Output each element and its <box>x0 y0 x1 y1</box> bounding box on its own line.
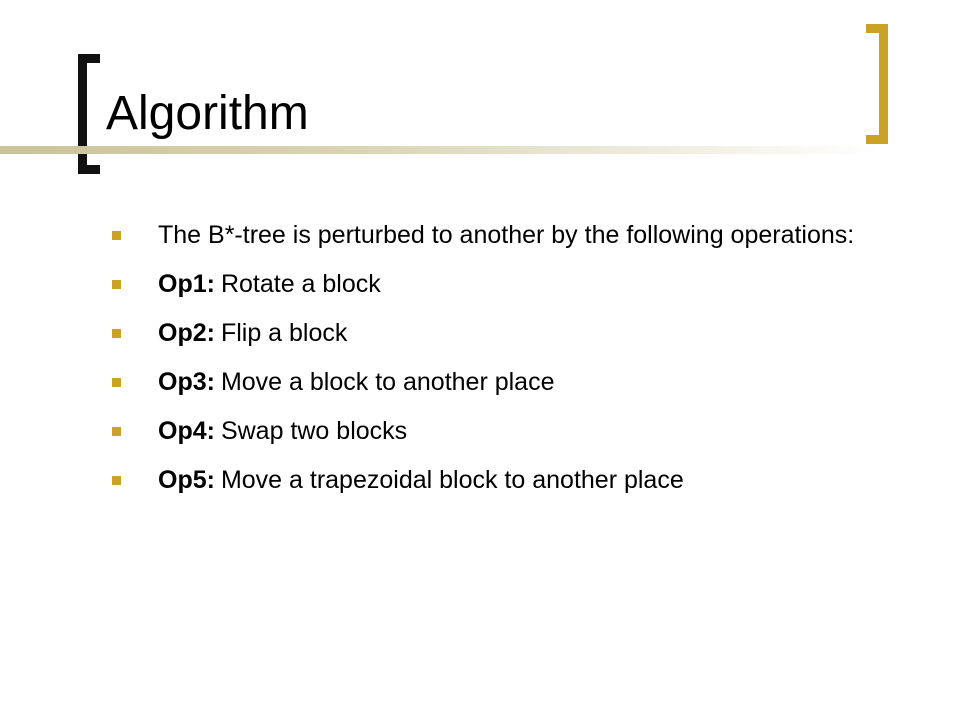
bullet-text: Move a block to another place <box>220 368 555 396</box>
bullet-text: Move a trapezoidal block to another place <box>220 466 684 494</box>
square-bullet-icon <box>112 476 121 485</box>
left-bracket-decoration <box>78 54 100 174</box>
square-bullet-icon <box>112 280 121 289</box>
bullet-item-op5 <box>112 463 872 498</box>
bullet-text: Swap two blocks <box>220 417 408 445</box>
operation-label: Op4: <box>158 417 215 445</box>
bullet-list <box>112 218 872 512</box>
square-bullet-icon <box>112 378 121 387</box>
operation-label: Op1: <box>158 270 215 298</box>
bullet-item-op4 <box>112 414 872 449</box>
slide-title: Algorithm <box>106 87 309 140</box>
square-bullet-icon <box>112 231 121 240</box>
operation-label: Op5: <box>158 466 215 494</box>
bullet-item-op2 <box>112 316 872 351</box>
right-bracket-decoration <box>866 24 888 144</box>
bullet-item-op1 <box>112 267 872 302</box>
square-bullet-icon <box>112 329 121 338</box>
bullet-text: Rotate a block <box>220 270 381 298</box>
bullet-text: The B*-tree is perturbed to another by the following operations: <box>158 221 855 249</box>
square-bullet-icon <box>112 427 121 436</box>
bullet-item-intro <box>112 218 872 253</box>
operation-label: Op2: <box>158 319 215 347</box>
operation-label: Op3: <box>158 368 215 396</box>
bullet-text: Flip a block <box>220 319 348 347</box>
title-underline-rule <box>0 146 880 154</box>
bullet-item-op3 <box>112 365 872 400</box>
